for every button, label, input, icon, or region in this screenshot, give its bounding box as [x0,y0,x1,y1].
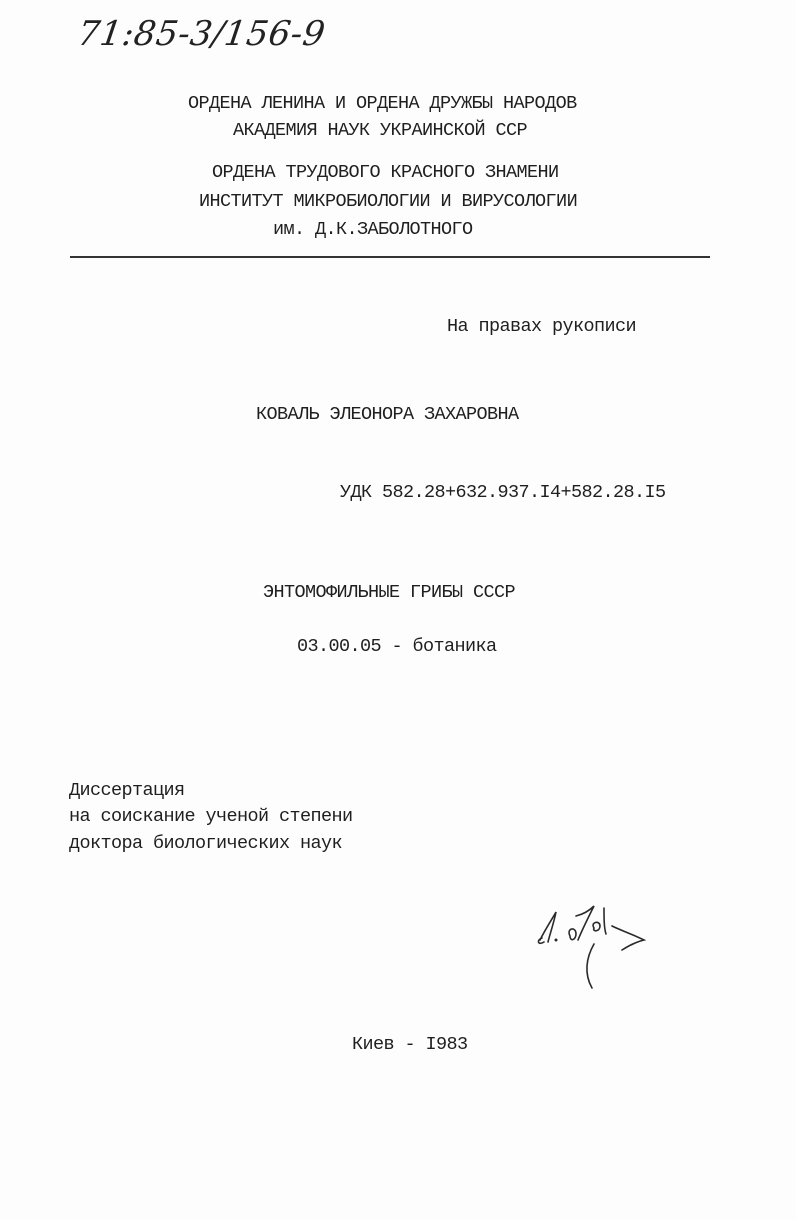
specialty-code: 03.00.05 - ботаника [297,636,497,657]
org2-line1: ОРДЕНА ТРУДОВОГО КРАСНОГО ЗНАМЕНИ [212,162,559,183]
dissertation-line3: доктора биологических наук [69,833,343,854]
author-name: КОВАЛЬ ЭЛЕОНОРА ЗАХАРОВНА [256,404,519,425]
manuscript-rights: На правах рукописи [447,316,637,337]
header-divider [70,256,710,258]
org2-line3: им. Д.К.ЗАБОЛОТНОГО [273,219,473,240]
dissertation-line1: Диссертация [69,780,185,801]
org2-line2: ИНСТИТУТ МИКРОБИОЛОГИИ И ВИРУСОЛОГИИ [199,191,578,212]
org1-line2: АКАДЕМИЯ НАУК УКРАИНСКОЙ ССР [233,120,528,141]
handwritten-catalog-number: 71:85-3/156-9 [75,14,328,54]
handwritten-signature [532,898,672,998]
dissertation-title: ЭНТОМОФИЛЬНЫЕ ГРИБЫ СССР [263,582,516,603]
org1-line1: ОРДЕНА ЛЕНИНА И ОРДЕНА ДРУЖБЫ НАРОДОВ [188,93,577,114]
city-year: Киев - I983 [352,1034,468,1055]
dissertation-line2: на соискание ученой степени [69,806,353,827]
udc-code: УДК 582.28+632.937.I4+582.28.I5 [340,482,666,503]
